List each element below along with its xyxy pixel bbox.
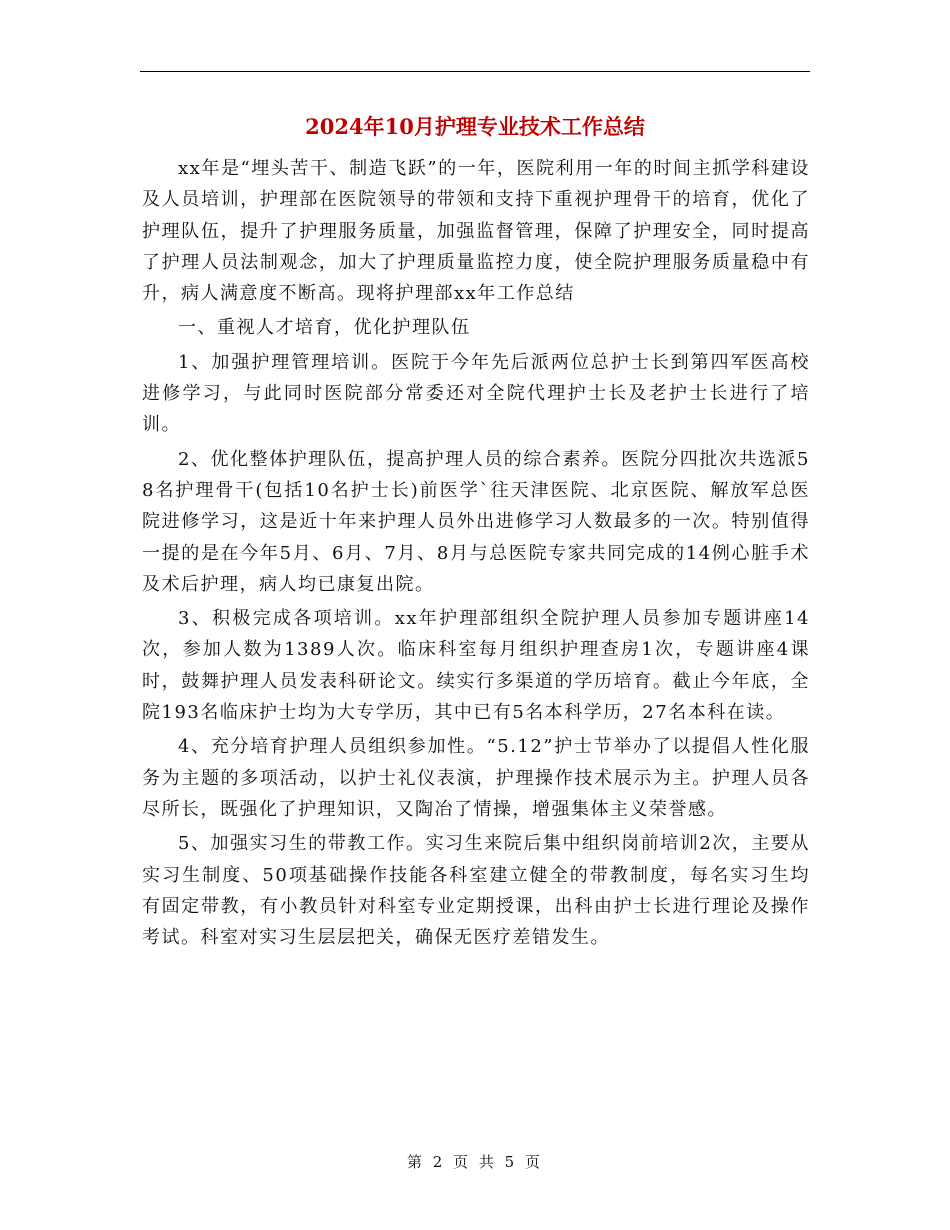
page-number: 第 2 页 共 5 页 — [407, 1153, 543, 1171]
paragraph-item-3: 3、积极完成各项培训。xx年护理部组织全院护理人员参加专题讲座14次，参加人数为1389人次。临床科室每月组织护理查房1次，专题讲座4课时，鼓舞护理人员发表科研论文。续实行多渠道的学历培育。截止今年底，全院193名临床护士均为大专学历，其中已有5名本科学历，27名本科在读。 — [142, 608, 810, 724]
section-heading: 一、重视人才培育，优化护理队伍 — [178, 317, 471, 339]
header-rule — [140, 71, 810, 72]
document-title: 2024年10月护理专业技术工作总结 — [305, 114, 645, 139]
paragraph-item-2: 2、优化整体护理队伍，提高护理人员的综合素养。医院分四批次共选派58名护理骨干(包括10名护士长)前医学`往天津医院、北京医院、解放军总医院进修学习，这是近十年来护理人员外出进修学习人数最多的一次。特别值得一提的是在今年5月、6月、7月、8月与总医院专家共同完成的14例心脏手术及术后护理，病人均已康复出院。 — [142, 448, 810, 595]
paragraph-item-5: 5、加强实习生的带教工作。实习生来院后集中组织岗前培训2次，主要从实习生制度、50项基础操作技能各科室建立健全的带教制度，每名实习生均有固定带教，有小教员针对科室专业定期授课，出科由护士长进行理论及操作考试。科室对实习生层层把关，确保无医疗差错发生。 — [142, 833, 810, 949]
document-body — [142, 153, 810, 953]
paragraph-item-4: 4、充分培育护理人员组织参加性。“5.12”护士节举办了以提倡人性化服务为主题的多项活动，以护士礼仪表演，护理操作技术展示为主。护理人员各尽所长，既强化了护理知识，又陶冶了情操，增强集体主义荣誉感。 — [142, 736, 810, 820]
paragraph-intro: xx年是“埋头苦干、制造飞跃”的一年，医院利用一年的时间主抓学科建设及人员培训，护理部在医院领导的带领和支持下重视护理骨干的培育，优化了护理队伍，提升了护理服务质量，加强监督管理，保障了护理安全，同时提高了护理人员法制观念，加大了护理质量监控力度，使全院护理服务质量稳中有升，病人满意度不断高。现将护理部xx年工作总结 — [142, 158, 810, 305]
paragraph-item-1: 1、加强护理管理培训。医院于今年先后派两位总护士长到第四军医高校进修学习，与此同时医院部分常委还对全院代理护士长及老护士长进行了培训。 — [142, 351, 810, 436]
